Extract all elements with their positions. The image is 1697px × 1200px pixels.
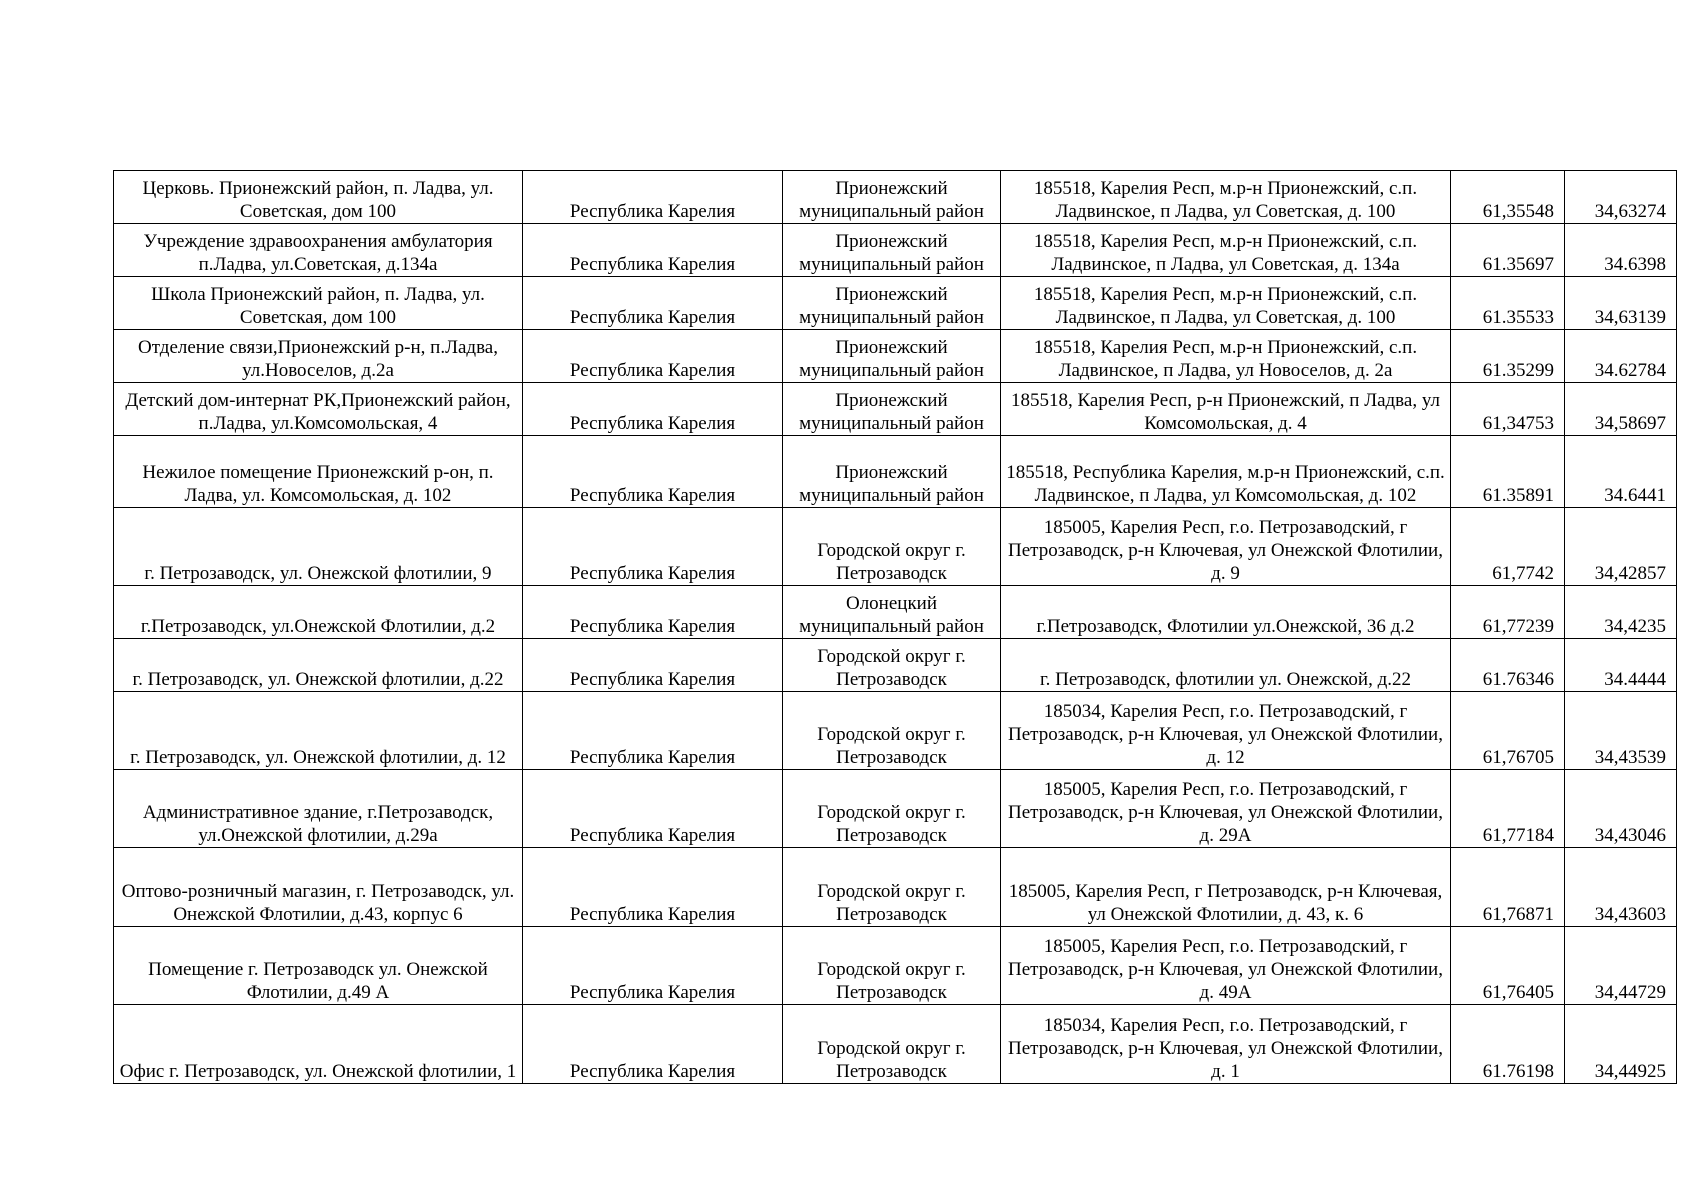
district-cell: Городской округ г. Петрозаводск — [783, 692, 1001, 770]
region-cell: Республика Карелия — [523, 508, 783, 586]
table-row — [114, 383, 1677, 436]
table-row — [114, 1005, 1677, 1084]
object-name-cell: Нежилое помещение Прионежский р-он, п. Ладва, ул. Комсомольская, д. 102 — [114, 436, 523, 508]
district-cell: Городской округ г. Петрозаводск — [783, 1005, 1001, 1084]
district-cell: Городской округ г. Петрозаводск — [783, 508, 1001, 586]
district-cell: Прионежский муниципальный район — [783, 224, 1001, 277]
longitude-cell: 34.6441 — [1565, 436, 1677, 508]
latitude-cell: 61.35533 — [1451, 277, 1565, 330]
table-row — [114, 224, 1677, 277]
object-name-cell: Офис г. Петрозаводск, ул. Онежской флотилии, 1 — [114, 1005, 523, 1084]
locations-table — [113, 170, 1677, 1084]
longitude-cell: 34,58697 — [1565, 383, 1677, 436]
district-cell: Городской округ г. Петрозаводск — [783, 848, 1001, 927]
latitude-cell: 61,77184 — [1451, 770, 1565, 848]
latitude-cell: 61.76346 — [1451, 639, 1565, 692]
object-name-cell: Школа Прионежский район, п. Ладва, ул. Советская, дом 100 — [114, 277, 523, 330]
longitude-cell: 34,63274 — [1565, 171, 1677, 224]
region-cell: Республика Карелия — [523, 171, 783, 224]
latitude-cell: 61,76871 — [1451, 848, 1565, 927]
object-name-cell: Помещение г. Петрозаводск ул. Онежской Флотилии, д.49 А — [114, 927, 523, 1005]
latitude-cell: 61,77239 — [1451, 586, 1565, 639]
longitude-cell: 34,43539 — [1565, 692, 1677, 770]
table-row — [114, 848, 1677, 927]
table-row — [114, 436, 1677, 508]
district-cell: Прионежский муниципальный район — [783, 383, 1001, 436]
longitude-cell: 34,43603 — [1565, 848, 1677, 927]
district-cell: Прионежский муниципальный район — [783, 171, 1001, 224]
longitude-cell: 34,42857 — [1565, 508, 1677, 586]
latitude-cell: 61,76405 — [1451, 927, 1565, 1005]
table-body — [114, 171, 1677, 1084]
table-row — [114, 639, 1677, 692]
object-name-cell: г.Петрозаводск, ул.Онежской Флотилии, д.2 — [114, 586, 523, 639]
table-row — [114, 171, 1677, 224]
address-cell: 185518, Карелия Респ, м.р-н Прионежский, с.п. Ладвинское, п Ладва, ул Советская, д. 134а — [1001, 224, 1451, 277]
region-cell: Республика Карелия — [523, 1005, 783, 1084]
address-cell: 185034, Карелия Респ, г.о. Петрозаводский, г Петрозаводск, р-н Ключевая, ул Онежской Флотилии, д. 1 — [1001, 1005, 1451, 1084]
region-cell: Республика Карелия — [523, 848, 783, 927]
object-name-cell: г. Петрозаводск, ул. Онежской флотилии, д. 12 — [114, 692, 523, 770]
region-cell: Республика Карелия — [523, 770, 783, 848]
longitude-cell: 34.6398 — [1565, 224, 1677, 277]
region-cell: Республика Карелия — [523, 436, 783, 508]
address-cell: 185005, Карелия Респ, г.о. Петрозаводский, г Петрозаводск, р-н Ключевая, ул Онежской Флотилии, д. 29А — [1001, 770, 1451, 848]
table-row — [114, 927, 1677, 1005]
longitude-cell: 34,44729 — [1565, 927, 1677, 1005]
region-cell: Республика Карелия — [523, 330, 783, 383]
longitude-cell: 34,44925 — [1565, 1005, 1677, 1084]
latitude-cell: 61,35548 — [1451, 171, 1565, 224]
latitude-cell: 61.35891 — [1451, 436, 1565, 508]
district-cell: Прионежский муниципальный район — [783, 436, 1001, 508]
region-cell: Республика Карелия — [523, 277, 783, 330]
district-cell: Олонецкий муниципальный район — [783, 586, 1001, 639]
latitude-cell: 61,7742 — [1451, 508, 1565, 586]
district-cell: Прионежский муниципальный район — [783, 277, 1001, 330]
object-name-cell: Оптово-розничный магазин, г. Петрозаводск, ул. Онежской Флотилии, д.43, корпус 6 — [114, 848, 523, 927]
object-name-cell: Учреждение здравоохранения амбулатория п.Ладва, ул.Советская, д.134а — [114, 224, 523, 277]
address-cell: 185518, Республика Карелия, м.р-н Прионежский, с.п. Ладвинское, п Ладва, ул Комсомольская, д. 102 — [1001, 436, 1451, 508]
table-row — [114, 508, 1677, 586]
district-cell: Городской округ г. Петрозаводск — [783, 639, 1001, 692]
address-cell: 185034, Карелия Респ, г.о. Петрозаводский, г Петрозаводск, р-н Ключевая, ул Онежской Флотилии, д. 12 — [1001, 692, 1451, 770]
address-cell: 185518, Карелия Респ, м.р-н Прионежский, с.п. Ладвинское, п Ладва, ул Советская, д. 100 — [1001, 171, 1451, 224]
region-cell: Республика Карелия — [523, 692, 783, 770]
address-cell: 185518, Карелия Респ, р-н Прионежский, п Ладва, ул Комсомольская, д. 4 — [1001, 383, 1451, 436]
region-cell: Республика Карелия — [523, 639, 783, 692]
address-cell: 185518, Карелия Респ, м.р-н Прионежский, с.п. Ладвинское, п Ладва, ул Советская, д. 100 — [1001, 277, 1451, 330]
address-cell: г.Петрозаводск, Флотилии ул.Онежской, 36 д.2 — [1001, 586, 1451, 639]
object-name-cell: г. Петрозаводск, ул. Онежской флотилии, 9 — [114, 508, 523, 586]
longitude-cell: 34.62784 — [1565, 330, 1677, 383]
longitude-cell: 34,4235 — [1565, 586, 1677, 639]
object-name-cell: Административное здание, г.Петрозаводск, ул.Онежской флотилии, д.29а — [114, 770, 523, 848]
object-name-cell: г. Петрозаводск, ул. Онежской флотилии, д.22 — [114, 639, 523, 692]
table-row — [114, 277, 1677, 330]
latitude-cell: 61.76198 — [1451, 1005, 1565, 1084]
latitude-cell: 61,34753 — [1451, 383, 1565, 436]
object-name-cell: Отделение связи,Прионежский р-н, п.Ладва, ул.Новоселов, д.2а — [114, 330, 523, 383]
longitude-cell: 34.4444 — [1565, 639, 1677, 692]
address-cell: г. Петрозаводск, флотилии ул. Онежской, д.22 — [1001, 639, 1451, 692]
object-name-cell: Детский дом-интернат РК,Прионежский район, п.Ладва, ул.Комсомольская, 4 — [114, 383, 523, 436]
district-cell: Городской округ г. Петрозаводск — [783, 927, 1001, 1005]
longitude-cell: 34,43046 — [1565, 770, 1677, 848]
table-row — [114, 330, 1677, 383]
latitude-cell: 61,76705 — [1451, 692, 1565, 770]
latitude-cell: 61.35299 — [1451, 330, 1565, 383]
longitude-cell: 34,63139 — [1565, 277, 1677, 330]
table-row — [114, 770, 1677, 848]
district-cell: Прионежский муниципальный район — [783, 330, 1001, 383]
region-cell: Республика Карелия — [523, 224, 783, 277]
address-cell: 185005, Карелия Респ, г.о. Петрозаводский, г Петрозаводск, р-н Ключевая, ул Онежской Флотилии, д. 49А — [1001, 927, 1451, 1005]
table-row — [114, 586, 1677, 639]
region-cell: Республика Карелия — [523, 927, 783, 1005]
object-name-cell: Церковь. Прионежский район, п. Ладва, ул. Советская, дом 100 — [114, 171, 523, 224]
address-cell: 185005, Карелия Респ, г.о. Петрозаводский, г Петрозаводск, р-н Ключевая, ул Онежской Флотилии, д. 9 — [1001, 508, 1451, 586]
district-cell: Городской округ г. Петрозаводск — [783, 770, 1001, 848]
region-cell: Республика Карелия — [523, 586, 783, 639]
address-cell: 185518, Карелия Респ, м.р-н Прионежский, с.п. Ладвинское, п Ладва, ул Новоселов, д. 2а — [1001, 330, 1451, 383]
region-cell: Республика Карелия — [523, 383, 783, 436]
latitude-cell: 61.35697 — [1451, 224, 1565, 277]
address-cell: 185005, Карелия Респ, г Петрозаводск, р-н Ключевая, ул Онежской Флотилии, д. 43, к. 6 — [1001, 848, 1451, 927]
table-row — [114, 692, 1677, 770]
